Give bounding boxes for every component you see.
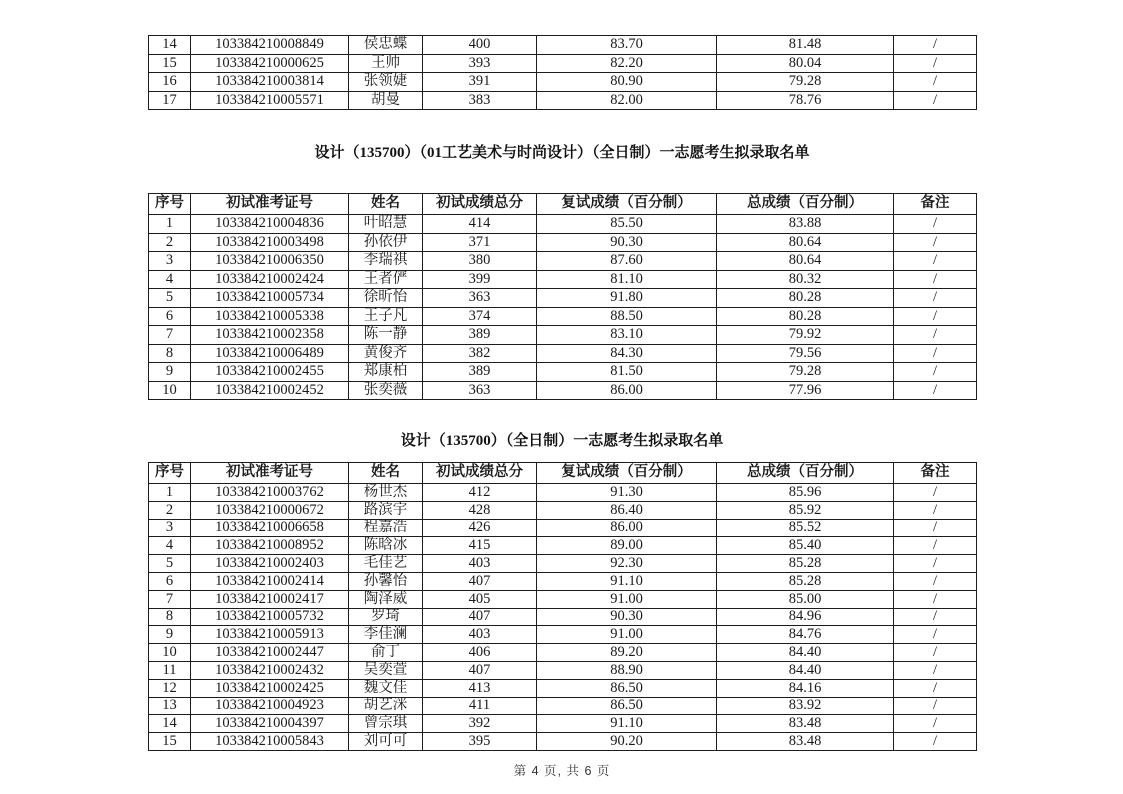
table-body bbox=[149, 36, 977, 110]
column-header: 初试成绩总分 bbox=[423, 194, 537, 215]
cell-total-score: 80.04 bbox=[717, 54, 894, 73]
cell-initial-score: 426 bbox=[423, 519, 537, 537]
cell-retest-score: 90.30 bbox=[537, 608, 717, 626]
cell-remark: / bbox=[894, 608, 977, 626]
table-header-row bbox=[149, 194, 977, 215]
cell-exam-id: 103384210005571 bbox=[191, 91, 349, 110]
cell-retest-score: 82.20 bbox=[537, 54, 717, 73]
cell-remark: / bbox=[894, 697, 977, 715]
cell-total-score: 85.28 bbox=[717, 555, 894, 573]
cell-name: 黄俊齐 bbox=[349, 344, 423, 363]
cell-index: 17 bbox=[149, 91, 191, 110]
cell-remark: / bbox=[894, 381, 977, 400]
cell-name: 王者俨 bbox=[349, 270, 423, 289]
cell-index: 10 bbox=[149, 381, 191, 400]
cell-index: 8 bbox=[149, 608, 191, 626]
cell-retest-score: 83.10 bbox=[537, 326, 717, 345]
cell-retest-score: 91.10 bbox=[537, 572, 717, 590]
cell-exam-id: 103384210002447 bbox=[191, 644, 349, 662]
cell-exam-id: 103384210004836 bbox=[191, 215, 349, 234]
table-row bbox=[149, 344, 977, 363]
cell-retest-score: 88.90 bbox=[537, 661, 717, 679]
cell-remark: / bbox=[894, 537, 977, 555]
cell-total-score: 84.40 bbox=[717, 644, 894, 662]
cell-total-score: 85.96 bbox=[717, 484, 894, 502]
table-row bbox=[149, 233, 977, 252]
cell-index: 11 bbox=[149, 661, 191, 679]
cell-initial-score: 428 bbox=[423, 501, 537, 519]
cell-exam-id: 103384210004923 bbox=[191, 697, 349, 715]
table-row bbox=[149, 270, 977, 289]
cell-initial-score: 400 bbox=[423, 36, 537, 55]
cell-remark: / bbox=[894, 679, 977, 697]
cell-remark: / bbox=[894, 54, 977, 73]
cell-exam-id: 103384210005338 bbox=[191, 307, 349, 326]
cell-index: 7 bbox=[149, 590, 191, 608]
cell-total-score: 85.40 bbox=[717, 537, 894, 555]
column-header: 备注 bbox=[894, 194, 977, 215]
cell-name: 罗琦 bbox=[349, 608, 423, 626]
table-row bbox=[149, 73, 977, 92]
cell-exam-id: 103384210005843 bbox=[191, 733, 349, 751]
table-row bbox=[149, 608, 977, 626]
cell-initial-score: 392 bbox=[423, 715, 537, 733]
table-row bbox=[149, 590, 977, 608]
table-title-craft-fashion-design: 设计（135700）（01工艺美术与时尚设计）（全日制）一志愿考生拟录取名单 bbox=[314, 145, 810, 161]
cell-index: 14 bbox=[149, 715, 191, 733]
table-row bbox=[149, 555, 977, 573]
table-body bbox=[149, 484, 977, 751]
cell-initial-score: 405 bbox=[423, 590, 537, 608]
admission-table-continued bbox=[148, 35, 977, 110]
cell-initial-score: 391 bbox=[423, 73, 537, 92]
cell-total-score: 85.92 bbox=[717, 501, 894, 519]
cell-retest-score: 90.30 bbox=[537, 233, 717, 252]
cell-initial-score: 406 bbox=[423, 644, 537, 662]
cell-remark: / bbox=[894, 326, 977, 345]
cell-name: 叶昭慧 bbox=[349, 215, 423, 234]
table-row bbox=[149, 289, 977, 308]
cell-retest-score: 89.20 bbox=[537, 644, 717, 662]
table-row bbox=[149, 626, 977, 644]
cell-total-score: 80.64 bbox=[717, 233, 894, 252]
cell-exam-id: 103384210002455 bbox=[191, 363, 349, 382]
cell-name: 胡曼 bbox=[349, 91, 423, 110]
cell-total-score: 85.00 bbox=[717, 590, 894, 608]
cell-retest-score: 86.00 bbox=[537, 381, 717, 400]
cell-total-score: 84.76 bbox=[717, 626, 894, 644]
table-row bbox=[149, 572, 977, 590]
cell-initial-score: 382 bbox=[423, 344, 537, 363]
admission-table-continued-section bbox=[148, 35, 976, 110]
table-row bbox=[149, 644, 977, 662]
cell-initial-score: 411 bbox=[423, 697, 537, 715]
table-row bbox=[149, 537, 977, 555]
cell-index: 14 bbox=[149, 36, 191, 55]
cell-index: 3 bbox=[149, 519, 191, 537]
cell-exam-id: 103384210003814 bbox=[191, 73, 349, 92]
cell-initial-score: 414 bbox=[423, 215, 537, 234]
cell-name: 徐昕怡 bbox=[349, 289, 423, 308]
cell-remark: / bbox=[894, 572, 977, 590]
cell-index: 4 bbox=[149, 270, 191, 289]
cell-remark: / bbox=[894, 252, 977, 271]
column-header: 序号 bbox=[149, 194, 191, 215]
table-row bbox=[149, 215, 977, 234]
cell-exam-id: 103384210005913 bbox=[191, 626, 349, 644]
cell-exam-id: 103384210003762 bbox=[191, 484, 349, 502]
cell-exam-id: 103384210002358 bbox=[191, 326, 349, 345]
cell-total-score: 78.76 bbox=[717, 91, 894, 110]
cell-index: 15 bbox=[149, 733, 191, 751]
cell-retest-score: 91.00 bbox=[537, 590, 717, 608]
cell-total-score: 83.48 bbox=[717, 733, 894, 751]
column-header: 复试成绩（百分制） bbox=[537, 194, 717, 215]
cell-initial-score: 363 bbox=[423, 289, 537, 308]
cell-index: 15 bbox=[149, 54, 191, 73]
cell-initial-score: 371 bbox=[423, 233, 537, 252]
cell-retest-score: 80.90 bbox=[537, 73, 717, 92]
cell-index: 5 bbox=[149, 289, 191, 308]
table-row bbox=[149, 363, 977, 382]
cell-initial-score: 407 bbox=[423, 661, 537, 679]
cell-retest-score: 83.70 bbox=[537, 36, 717, 55]
column-header: 备注 bbox=[894, 463, 977, 484]
cell-total-score: 83.88 bbox=[717, 215, 894, 234]
cell-index: 6 bbox=[149, 572, 191, 590]
cell-retest-score: 87.60 bbox=[537, 252, 717, 271]
cell-index: 6 bbox=[149, 307, 191, 326]
table-row bbox=[149, 661, 977, 679]
table-row bbox=[149, 733, 977, 751]
cell-name: 刘可可 bbox=[349, 733, 423, 751]
cell-index: 3 bbox=[149, 252, 191, 271]
admission-table-craft-fashion-design bbox=[148, 193, 977, 400]
cell-retest-score: 82.00 bbox=[537, 91, 717, 110]
cell-name: 李佳澜 bbox=[349, 626, 423, 644]
cell-remark: / bbox=[894, 626, 977, 644]
cell-index: 2 bbox=[149, 501, 191, 519]
cell-remark: / bbox=[894, 484, 977, 502]
cell-name: 陶泽威 bbox=[349, 590, 423, 608]
cell-retest-score: 81.50 bbox=[537, 363, 717, 382]
cell-total-score: 80.28 bbox=[717, 307, 894, 326]
cell-initial-score: 413 bbox=[423, 679, 537, 697]
cell-index: 1 bbox=[149, 215, 191, 234]
cell-remark: / bbox=[894, 307, 977, 326]
cell-total-score: 84.16 bbox=[717, 679, 894, 697]
cell-exam-id: 103384210002452 bbox=[191, 381, 349, 400]
cell-retest-score: 86.50 bbox=[537, 697, 717, 715]
cell-name: 孙依伊 bbox=[349, 233, 423, 252]
table-row bbox=[149, 519, 977, 537]
cell-initial-score: 380 bbox=[423, 252, 537, 271]
cell-initial-score: 393 bbox=[423, 54, 537, 73]
cell-exam-id: 103384210004397 bbox=[191, 715, 349, 733]
cell-total-score: 80.32 bbox=[717, 270, 894, 289]
cell-name: 郑康柏 bbox=[349, 363, 423, 382]
cell-remark: / bbox=[894, 715, 977, 733]
cell-exam-id: 103384210002414 bbox=[191, 572, 349, 590]
table-row bbox=[149, 484, 977, 502]
cell-name: 侯忠蝶 bbox=[349, 36, 423, 55]
cell-name: 张奕薇 bbox=[349, 381, 423, 400]
table-row bbox=[149, 679, 977, 697]
cell-retest-score: 91.80 bbox=[537, 289, 717, 308]
table-title-design-fulltime: 设计（135700）（全日制）一志愿考生拟录取名单 bbox=[400, 433, 724, 449]
cell-index: 10 bbox=[149, 644, 191, 662]
column-header: 总成绩（百分制） bbox=[717, 463, 894, 484]
cell-total-score: 84.40 bbox=[717, 661, 894, 679]
cell-name: 张领婕 bbox=[349, 73, 423, 92]
cell-index: 5 bbox=[149, 555, 191, 573]
cell-index: 16 bbox=[149, 73, 191, 92]
cell-retest-score: 92.30 bbox=[537, 555, 717, 573]
cell-initial-score: 407 bbox=[423, 608, 537, 626]
cell-initial-score: 374 bbox=[423, 307, 537, 326]
cell-total-score: 81.48 bbox=[717, 36, 894, 55]
cell-retest-score: 85.50 bbox=[537, 215, 717, 234]
cell-remark: / bbox=[894, 590, 977, 608]
cell-total-score: 84.96 bbox=[717, 608, 894, 626]
cell-retest-score: 81.10 bbox=[537, 270, 717, 289]
cell-exam-id: 103384210002432 bbox=[191, 661, 349, 679]
column-header: 初试准考证号 bbox=[191, 463, 349, 484]
column-header: 初试准考证号 bbox=[191, 194, 349, 215]
cell-remark: / bbox=[894, 73, 977, 92]
cell-retest-score: 91.00 bbox=[537, 626, 717, 644]
cell-exam-id: 103384210008849 bbox=[191, 36, 349, 55]
page-footer: 第 4 页, 共 6 页 bbox=[513, 764, 611, 778]
cell-index: 2 bbox=[149, 233, 191, 252]
cell-remark: / bbox=[894, 363, 977, 382]
cell-initial-score: 412 bbox=[423, 484, 537, 502]
cell-total-score: 83.48 bbox=[717, 715, 894, 733]
cell-total-score: 77.96 bbox=[717, 381, 894, 400]
cell-exam-id: 103384210003498 bbox=[191, 233, 349, 252]
table-row bbox=[149, 252, 977, 271]
cell-total-score: 80.64 bbox=[717, 252, 894, 271]
cell-name: 李瑞祺 bbox=[349, 252, 423, 271]
cell-total-score: 79.92 bbox=[717, 326, 894, 345]
cell-name: 毛佳艺 bbox=[349, 555, 423, 573]
cell-initial-score: 389 bbox=[423, 326, 537, 345]
cell-exam-id: 103384210006658 bbox=[191, 519, 349, 537]
cell-retest-score: 88.50 bbox=[537, 307, 717, 326]
cell-remark: / bbox=[894, 501, 977, 519]
cell-initial-score: 403 bbox=[423, 555, 537, 573]
cell-initial-score: 399 bbox=[423, 270, 537, 289]
column-header: 姓名 bbox=[349, 463, 423, 484]
cell-name: 俞丁 bbox=[349, 644, 423, 662]
cell-index: 12 bbox=[149, 679, 191, 697]
cell-remark: / bbox=[894, 270, 977, 289]
table-row bbox=[149, 381, 977, 400]
cell-name: 杨世杰 bbox=[349, 484, 423, 502]
table-row bbox=[149, 697, 977, 715]
cell-remark: / bbox=[894, 289, 977, 308]
cell-name: 程嘉浩 bbox=[349, 519, 423, 537]
admission-table-craft-fashion-design-section bbox=[148, 193, 976, 400]
cell-retest-score: 91.30 bbox=[537, 484, 717, 502]
cell-remark: / bbox=[894, 519, 977, 537]
cell-total-score: 83.92 bbox=[717, 697, 894, 715]
cell-index: 1 bbox=[149, 484, 191, 502]
cell-total-score: 79.28 bbox=[717, 363, 894, 382]
cell-initial-score: 403 bbox=[423, 626, 537, 644]
column-header: 复试成绩（百分制） bbox=[537, 463, 717, 484]
cell-retest-score: 84.30 bbox=[537, 344, 717, 363]
cell-total-score: 79.56 bbox=[717, 344, 894, 363]
column-header: 总成绩（百分制） bbox=[717, 194, 894, 215]
table-row bbox=[149, 36, 977, 55]
cell-exam-id: 103384210006489 bbox=[191, 344, 349, 363]
table-row bbox=[149, 307, 977, 326]
table-body bbox=[149, 215, 977, 400]
cell-exam-id: 103384210005732 bbox=[191, 608, 349, 626]
cell-name: 陈晗冰 bbox=[349, 537, 423, 555]
admission-table-design-fulltime bbox=[148, 462, 977, 751]
cell-total-score: 80.28 bbox=[717, 289, 894, 308]
cell-index: 7 bbox=[149, 326, 191, 345]
cell-index: 4 bbox=[149, 537, 191, 555]
cell-exam-id: 103384210002417 bbox=[191, 590, 349, 608]
cell-exam-id: 103384210006350 bbox=[191, 252, 349, 271]
cell-initial-score: 363 bbox=[423, 381, 537, 400]
table-header-row bbox=[149, 463, 977, 484]
table-row bbox=[149, 54, 977, 73]
cell-remark: / bbox=[894, 555, 977, 573]
cell-initial-score: 407 bbox=[423, 572, 537, 590]
cell-total-score: 85.52 bbox=[717, 519, 894, 537]
cell-index: 9 bbox=[149, 363, 191, 382]
cell-retest-score: 86.50 bbox=[537, 679, 717, 697]
cell-name: 吴奕萱 bbox=[349, 661, 423, 679]
cell-name: 陈一静 bbox=[349, 326, 423, 345]
cell-remark: / bbox=[894, 36, 977, 55]
cell-name: 王子凡 bbox=[349, 307, 423, 326]
cell-retest-score: 89.00 bbox=[537, 537, 717, 555]
cell-exam-id: 103384210000672 bbox=[191, 501, 349, 519]
cell-retest-score: 91.10 bbox=[537, 715, 717, 733]
cell-remark: / bbox=[894, 644, 977, 662]
cell-name: 魏文佳 bbox=[349, 679, 423, 697]
cell-initial-score: 395 bbox=[423, 733, 537, 751]
cell-exam-id: 103384210002424 bbox=[191, 270, 349, 289]
cell-exam-id: 103384210002425 bbox=[191, 679, 349, 697]
table-row bbox=[149, 91, 977, 110]
table-row bbox=[149, 501, 977, 519]
cell-name: 王帅 bbox=[349, 54, 423, 73]
cell-initial-score: 389 bbox=[423, 363, 537, 382]
column-header: 姓名 bbox=[349, 194, 423, 215]
column-header: 初试成绩总分 bbox=[423, 463, 537, 484]
cell-index: 8 bbox=[149, 344, 191, 363]
cell-retest-score: 86.40 bbox=[537, 501, 717, 519]
cell-remark: / bbox=[894, 733, 977, 751]
cell-exam-id: 103384210008952 bbox=[191, 537, 349, 555]
admission-table-design-fulltime-section bbox=[148, 462, 976, 751]
cell-index: 9 bbox=[149, 626, 191, 644]
cell-exam-id: 103384210002403 bbox=[191, 555, 349, 573]
table-row bbox=[149, 326, 977, 345]
cell-exam-id: 103384210005734 bbox=[191, 289, 349, 308]
cell-total-score: 79.28 bbox=[717, 73, 894, 92]
column-header: 序号 bbox=[149, 463, 191, 484]
table-row bbox=[149, 715, 977, 733]
cell-name: 胡艺洣 bbox=[349, 697, 423, 715]
cell-retest-score: 90.20 bbox=[537, 733, 717, 751]
cell-remark: / bbox=[894, 215, 977, 234]
cell-remark: / bbox=[894, 233, 977, 252]
cell-total-score: 85.28 bbox=[717, 572, 894, 590]
cell-name: 孙馨怡 bbox=[349, 572, 423, 590]
cell-initial-score: 415 bbox=[423, 537, 537, 555]
cell-name: 路滨宇 bbox=[349, 501, 423, 519]
cell-remark: / bbox=[894, 91, 977, 110]
cell-remark: / bbox=[894, 661, 977, 679]
cell-remark: / bbox=[894, 344, 977, 363]
cell-retest-score: 86.00 bbox=[537, 519, 717, 537]
cell-name: 曾宗琪 bbox=[349, 715, 423, 733]
cell-index: 13 bbox=[149, 697, 191, 715]
cell-initial-score: 383 bbox=[423, 91, 537, 110]
cell-exam-id: 103384210000625 bbox=[191, 54, 349, 73]
